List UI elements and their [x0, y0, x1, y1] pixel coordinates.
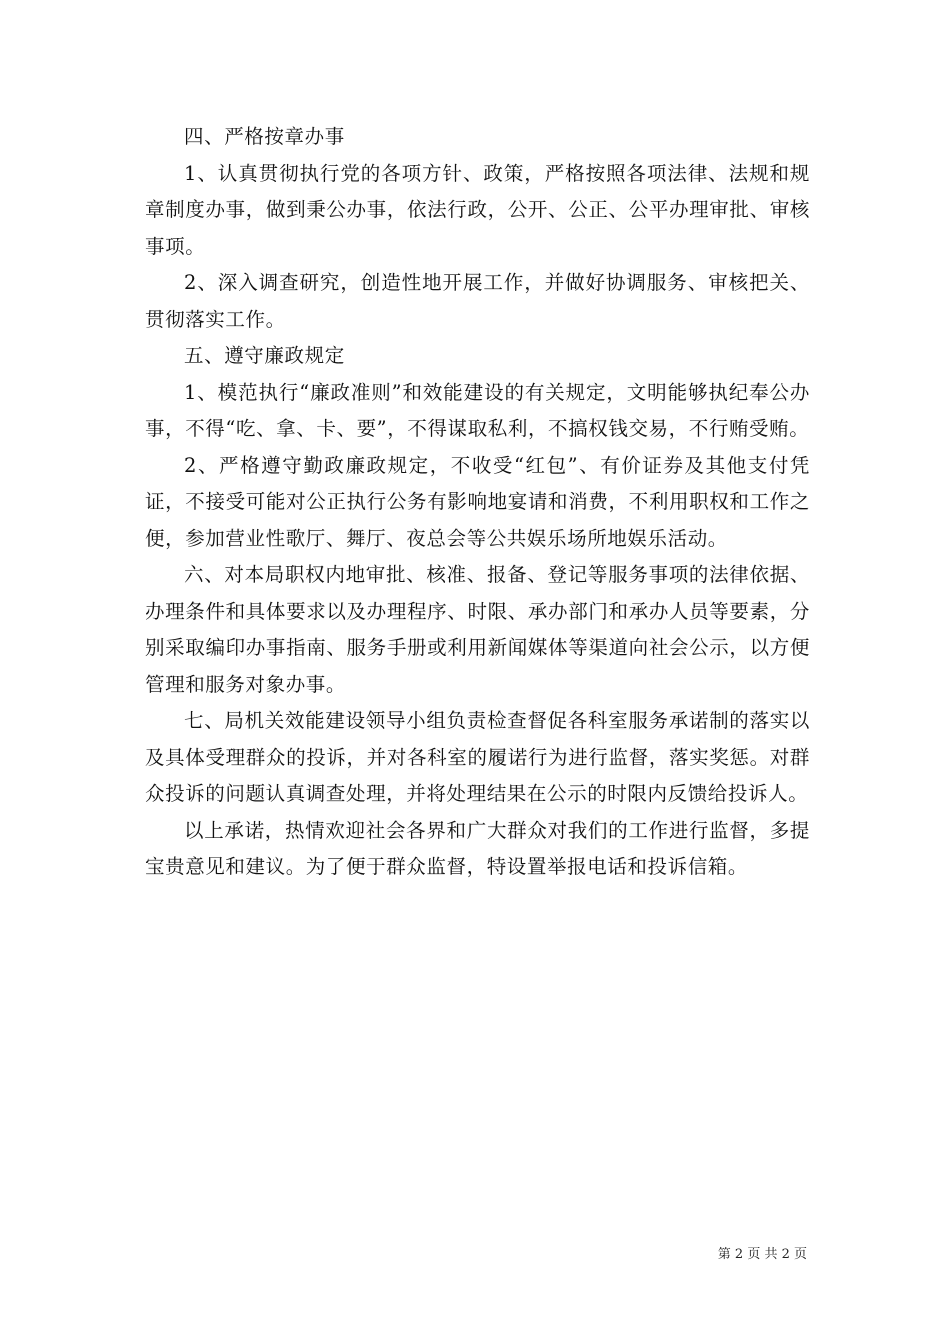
document-body [145, 119, 810, 886]
page-number: 第 2 页 共 2 页 [717, 1247, 807, 1262]
section-paragraph-7: 七、局机关效能建设领导小组负责检查督促各科室服务承诺制的落实以及具体受理群众的投诉，并对各科室的履诺行为进行监督，落实奖惩。对群众投诉的问题认真调查处理，并将处理结果在公示的时限内反馈给投诉人。 [145, 709, 810, 805]
closing-paragraph: 以上承诺，热情欢迎社会各界和广大群众对我们的工作进行监督，多提宝贵意见和建议。为了便于群众监督，特设置举报电话和投诉信箱。 [145, 818, 810, 878]
paragraph: 1、认真贯彻执行党的各项方针、政策，严格按照各项法律、法规和规章制度办事，做到秉公办事，依法行政，公开、公正、公平办理审批、审核事项。 [145, 161, 810, 258]
section-paragraph-6: 六、对本局职权内地审批、核准、报备、登记等服务事项的法律依据、办理条件和具体要求以及办理程序、时限、承办部门和承办人员等要素，分别采取编印办事指南、服务手册或利用新闻媒体等渠道向社会公示，以方便管理和服务对象办事。 [145, 563, 810, 696]
paragraph: 1、模范执行“廉政准则”和效能建设的有关规定，文明能够执纪奉公办事，不得“吃、拿、卡、要”，不得谋取私利，不搞权钱交易，不行贿受贿。 [145, 380, 810, 440]
paragraph: 2、严格遵守勤政廉政规定，不收受“红包”、有价证券及其他支付凭证，不接受可能对公正执行公务有影响地宴请和消费，不利用职权和工作之便，参加营业性歌厅、舞厅、夜总会等公共娱乐场所地娱乐活动。 [145, 453, 810, 550]
section-heading-5: 五、遵守廉政规定 [184, 344, 345, 367]
paragraph: 2、深入调查研究，创造性地开展工作，并做好协调服务、审核把关、贯彻落实工作。 [145, 271, 810, 331]
section-heading-4: 四、严格按章办事 [184, 125, 345, 148]
